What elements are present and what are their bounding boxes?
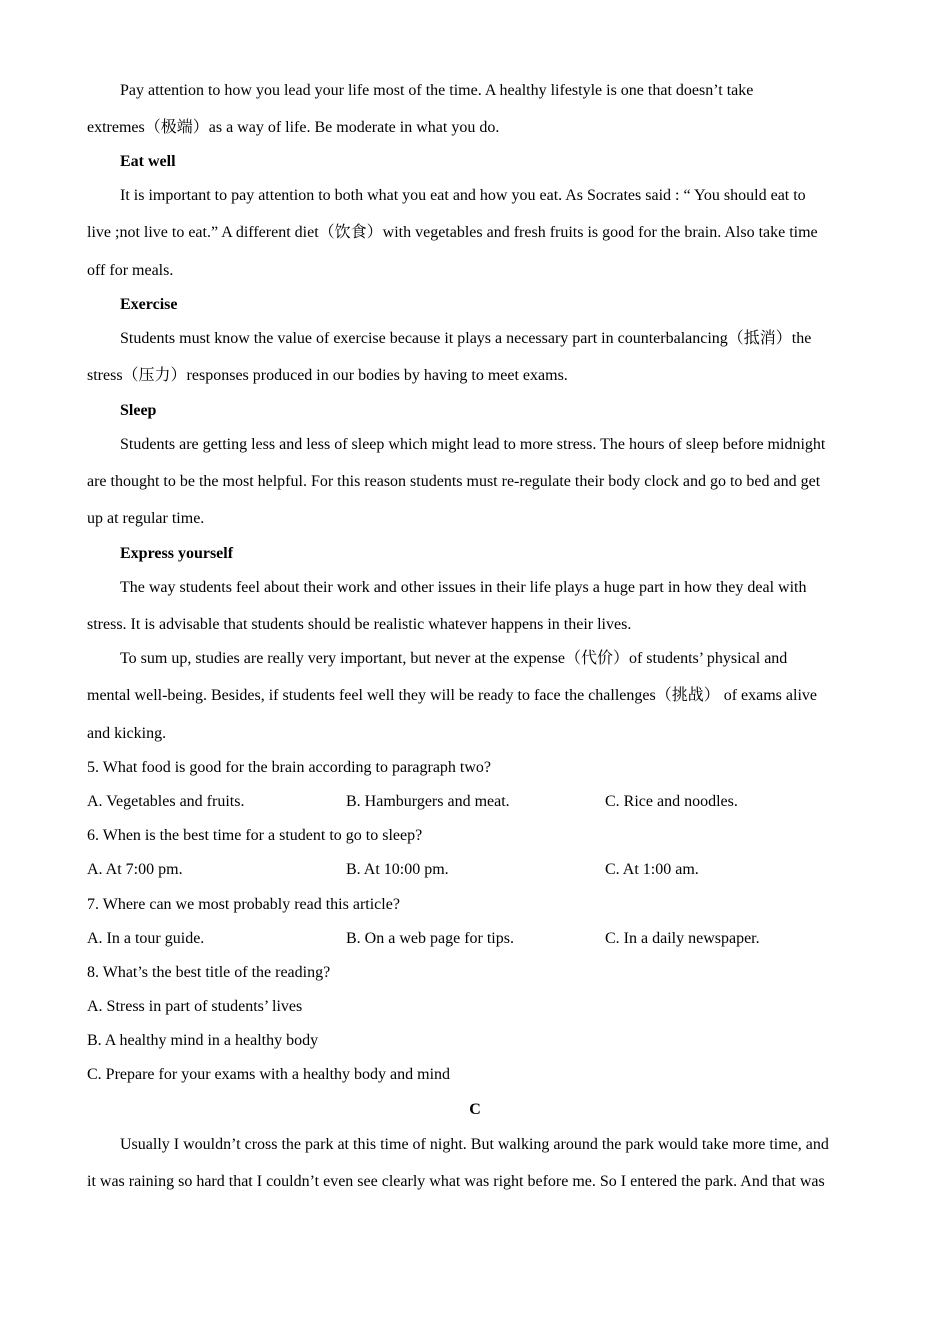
- question-7-option-c: C. In a daily newspaper.: [605, 930, 760, 947]
- eat-well-line-1: It is important to pay attention to both what you eat and how you eat. As Socrates said : “ You should eat to: [120, 187, 806, 204]
- question-5-stem: 5. What food is good for the brain according to paragraph two?: [87, 759, 492, 776]
- section-c-heading: C: [469, 1101, 481, 1118]
- express-line-2: stress. It is advisable that students should be realistic whatever happens in their lives.: [87, 616, 632, 633]
- exercise-line-2: stress（压力）responses produced in our bodies by having to meet exams.: [87, 367, 568, 384]
- question-8-stem: 8. What’s the best title of the reading?: [87, 964, 331, 981]
- question-5-option-b: B. Hamburgers and meat.: [346, 793, 510, 810]
- express-line-1: The way students feel about their work and other issues in their life plays a huge part in how they deal with: [120, 579, 807, 596]
- exercise-line-1: Students must know the value of exercise because it plays a necessary part in counterbalancing（抵消）the: [120, 330, 812, 347]
- passage-c-line-2: it was raining so hard that I couldn’t even see clearly what was right before me. So I entered the park. And that was: [87, 1173, 825, 1190]
- question-7-stem: 7. Where can we most probably read this article?: [87, 896, 400, 913]
- question-8-option-b: B. A healthy mind in a healthy body: [87, 1032, 319, 1049]
- heading-sleep: Sleep: [120, 402, 157, 419]
- eat-well-line-2: live ;not live to eat.” A different diet（饮食）with vegetables and fresh fruits is good for the brain. Also take time: [87, 224, 818, 241]
- summary-line-2: mental well-being. Besides, if students feel well they will be ready to face the challenges（挑战） of exams alive: [87, 687, 817, 704]
- summary-line-1: To sum up, studies are really very important, but never at the expense（代价）of students’ physical and: [120, 650, 788, 667]
- question-8-option-c: C. Prepare for your exams with a healthy body and mind: [87, 1066, 451, 1083]
- question-6-option-a: A. At 7:00 pm.: [87, 861, 183, 878]
- heading-exercise: Exercise: [120, 296, 178, 313]
- question-7-option-a: A. In a tour guide.: [87, 930, 205, 947]
- heading-eat-well: Eat well: [120, 153, 176, 170]
- summary-line-3: and kicking.: [87, 725, 167, 742]
- question-6-stem: 6. When is the best time for a student to go to sleep?: [87, 827, 423, 844]
- question-6-option-b: B. At 10:00 pm.: [346, 861, 449, 878]
- intro-line-1: Pay attention to how you lead your life most of the time. A healthy lifestyle is one that doesn’t take: [120, 82, 754, 99]
- sleep-line-3: up at regular time.: [87, 510, 205, 527]
- question-7-option-b: B. On a web page for tips.: [346, 930, 514, 947]
- sleep-line-2: are thought to be the most helpful. For this reason students must re-regulate their body clock and go to bed and get: [87, 473, 821, 490]
- question-5-option-a: A. Vegetables and fruits.: [87, 793, 245, 810]
- question-6-option-c: C. At 1:00 am.: [605, 861, 699, 878]
- heading-express-yourself: Express yourself: [120, 545, 234, 562]
- passage-c-line-1: Usually I wouldn’t cross the park at this time of night. But walking around the park would take more time, and: [120, 1136, 829, 1153]
- intro-line-2: extremes（极端）as a way of life. Be moderate in what you do.: [87, 119, 500, 136]
- sleep-line-1: Students are getting less and less of sleep which might lead to more stress. The hours of sleep before midnight: [120, 436, 826, 453]
- question-8-option-a: A. Stress in part of students’ lives: [87, 998, 303, 1015]
- eat-well-line-3: off for meals.: [87, 262, 174, 279]
- question-5-option-c: C. Rice and noodles.: [605, 793, 738, 810]
